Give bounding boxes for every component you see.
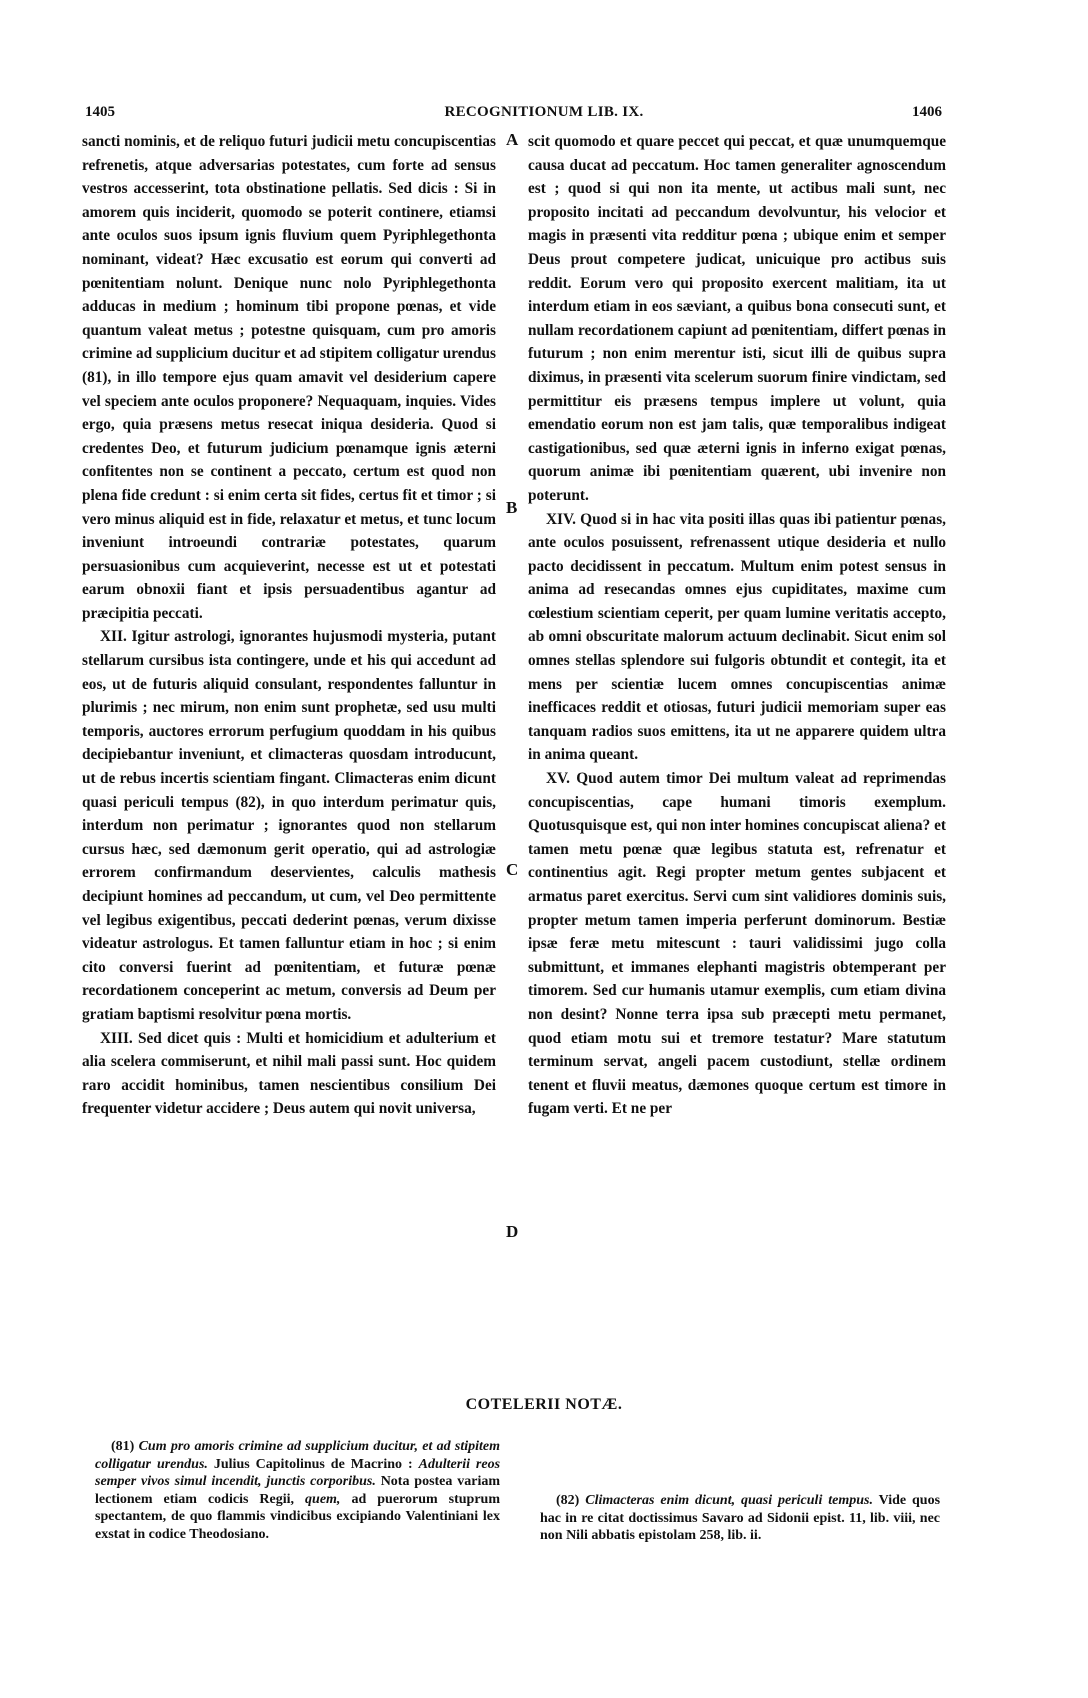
note-82-number: (82) bbox=[556, 1493, 580, 1508]
section-xiii-text: Sed dicet quis : Multi et homicidium et adulterium et alia scelera commiserunt, et nihil mali passi sunt. Hoc quidem raro accidit hominibus, tamen nescientibus consilium Dei frequenter videtur accidere ; Deus autem qui novit universa, bbox=[82, 1029, 497, 1118]
section-xv-text: Quod autem timor Dei multum valeat ad reprimendas concupiscentias, cape humani timoris exemplum. Quotusquisque est, qui non inter homines concupiscat aliena? et tamen metu pœnæ quæ legibus statuta est, refrenatur et continentius agit. Regi propter metum gentes subjacent et armatus paret exercitus. Servi cum sint validiores dominis suis, propter metum tamen imperia perferunt dominorum. Bestiæ ipsæ feræ metu mitescunt : tauri validissimi jugo colla submittunt, et immanes elephanti magistris obtemperant per timorem. Sed cur humanis utamur exemplis, cum etiam divina non desint? Nonne terra ipsa sub præcepti metu permanet, quod etiam motu sui et tremore testatur? Mare statutum terminum servat, angeli pacem custodiunt, stellæ ordinem tenent et fluvii meatus, dæmones quoque certum est timore in fugam verti. Et ne per bbox=[528, 770, 946, 1118]
note-81-quote: Adulterii reos semper vivos simul incendit, junctis corporibus. bbox=[95, 1456, 501, 1490]
section-number-xiii: XIII. bbox=[100, 1029, 133, 1047]
notes-right-column bbox=[540, 1492, 940, 1545]
left-paragraph-3 bbox=[82, 1027, 496, 1121]
note-82 bbox=[540, 1492, 940, 1545]
note-81-lemma: Cum pro amoris crimine ad supplicium ducitur, et ad stipitem colligatur urendus. bbox=[95, 1439, 501, 1472]
right-paragraph-3 bbox=[528, 767, 946, 1121]
right-paragraph-2 bbox=[528, 508, 946, 768]
note-81-text-c: ad puerorum stuprum spectantem, de quo flammis vindicibus excipiando Valentiniani lex exstat in codice Theodosiano. bbox=[95, 1491, 501, 1542]
notes-heading: COTELERII NOTÆ. bbox=[465, 1396, 623, 1413]
section-xii-text: Igitur astrologi, ignorantes hujusmodi mysteria, putant stellarum cursibus ista contingere, unde et his qui accedunt ad eos, ut de futuris aliquid consulant, respondentes falluntur in plurimis ; nec mirum, non enim sunt prophetæ, sed usu multi temporis, auctores errorum perfugium quoddam in his quibus decipiebantur inveniunt, et climacteras quosdam introducunt, ut de rebus incertis scientiam fingant. Climacteras enim dicunt quasi periculi tempus (82), in quo interdum perimatur quis, interdum non perimatur ; ignorantes quod non stellarum cursus hæc, sed dæmonum gerit operatio, qui ad astrologiæ errorem confirmandum deservientes, calculis mathesis decipiunt homines ad peccandum, ut cum, vel Deo permittente vel legibus exigentibus, peccati dederint pœnas, verum dixisse videatur astrologus. Et tamen falluntur etiam in hoc ; si enim cito conversi fuerint ad pœnitentiam, et futuræ pœnæ recordationem conceperint ac metum, conversis ad Deum per gratiam baptismi resolvitur pœna mortis. bbox=[82, 628, 496, 1023]
margin-marker-a: A bbox=[506, 130, 519, 149]
margin-marker-b: B bbox=[506, 498, 518, 517]
page-number-right: 1406 bbox=[912, 104, 942, 120]
margin-marker-d: D bbox=[506, 1222, 519, 1241]
note-81-text-a: Julius Capitolinus de Macrino : bbox=[213, 1456, 413, 1472]
section-number-xv: XV. bbox=[546, 770, 570, 788]
left-paragraph-1: sancti nominis, et de reliquo futuri judicii metu concupiscentias refrenetis, atque adversarias potestates, cum forte ad sensus vestros accesserint, tota obstinatione pellatis. Sed dicis : Si in amorem quis inciderit, quomodo se poterit continere, etiamsi ante oculos suos ipsum ignis fluvium quem Pyriphlegethonta nominant, videat? Hæc excusatio est eorum qui converti ad pœnitentiam nolunt. Denique nunc nolo Pyriphlegethonta adducas in medium ; hominum tibi propone pœnas, et vide quantum valeat metus ; potestne quisquam, cum pro amoris crimine ad supplicium ducitur et ad stipitem colligatur urendus (81), in illo tempore ejus quam amavit vel desiderium capere vel speciem ante oculos proponere? Nequaquam, inquies. Vides ergo, quia præsens metus resecat iniqua desideria. Quod si credentes Deo, et futurum judicium pœnamque ignis æterni confitentes non se continent a peccato, certum est quod non plena fide credunt : si enim certa sit fides, certus fit et timor ; si vero minus aliquid est in fide, relaxatur et metus, et tunc locum inveniunt introeundi contrariæ potestates, quarum persuasionibus cum acquieverint, necesse est ut et potestati earum obnoxii fiant et ipsis persuadentibus agantur ad præcipitia peccati. bbox=[82, 133, 496, 622]
section-xiv-text: Quod si in hac vita positi illas quas ibi patientur pœnas, ante oculos posuissent, refrenassent utique desideria et nullo pacto decidissent in peccatum. Multum enim potest sensus in anima ad resecandas omnes ejus cupiditates, maxime cum cœlestium scientiam ceperit, per quam lumine veritatis accepto, ab omni obscuritate malorum actuum declinabit. Sicut enim sol omnes stellas splendore sui fulgoris obtundit et contegit, ita et mens per scientiæ lucem omnes concupiscentias animæ inefficaces reddit et otiosas, futuri judicii memoriam super eas tanquam radios suos emittens, ita ut ne apparere quidem ultra in anima queant. bbox=[528, 510, 946, 764]
section-number-xii: XII. bbox=[100, 628, 127, 646]
running-head bbox=[0, 100, 1088, 124]
page-number-left: 1405 bbox=[85, 104, 115, 120]
note-81 bbox=[95, 1438, 500, 1544]
note-81-text-b: Nota postea variam lectionem etiam codicis Regii, bbox=[95, 1474, 500, 1507]
left-column bbox=[82, 130, 496, 1121]
right-paragraph-1: scit quomodo et quare peccet qui peccat, et quæ unumquemque causa ducat ad peccatum. Hoc tamen generaliter agnoscendum est ; quod si qui non ita mente, ut actibus mali sunt, nec proposito incitati ad peccandum devolvuntur, his velocior et magis in præsenti vita redditur pœna ; ubique enim et semper Deus prout competere judicat, unicuique pro actibus suis reddit. Eorum vero qui proposito exercent malitiam, ita ut interdum etiam in eos sæviant, a quibus bona consecuti sunt, et nullam recordationem capiunt ad pœnitentiam, differt pœnas in futurum ; non enim merentur isti, sicut illi de quibus supra diximus, in præsenti vita scelerum suorum finire vindictam, sed permittitur eis præsens tempus implere ut volunt, quia emendatio eorum non est jam talis, quæ temporalibus indigeat castigationibus, sed quæ æterni ignis in inferno exigat pœnas, quorum animæ ibi pœnitentiam quærent, ubi invenire non poterunt. bbox=[528, 133, 946, 504]
note-81-number: (81) bbox=[111, 1439, 135, 1454]
left-paragraph-2 bbox=[82, 625, 496, 1026]
note-82-text: Vide quos hac in re citat doctissimus Savaro ad Sidonii epist. 11, lib. viii, nec non Nili abbatis epistolam 258, lib. ii. bbox=[540, 1493, 941, 1544]
running-title: RECOGNITIONUM LIB. IX. bbox=[444, 104, 644, 120]
margin-marker-c: C bbox=[506, 860, 519, 879]
section-number-xiv: XIV. bbox=[546, 510, 576, 528]
note-81-variant: quem, bbox=[305, 1491, 341, 1507]
notes-left-column bbox=[95, 1438, 500, 1544]
right-column bbox=[528, 130, 946, 1121]
note-82-lemma: Climacteras enim dicunt, quasi periculi tempus. bbox=[585, 1493, 873, 1508]
